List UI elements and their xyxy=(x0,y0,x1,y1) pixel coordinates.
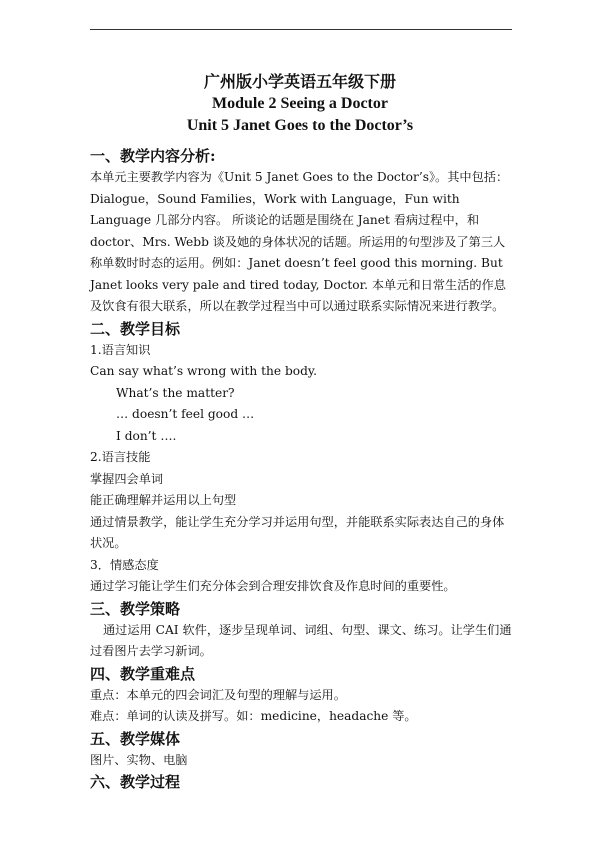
objective-line: Can say what’s wrong with the body. xyxy=(90,364,318,378)
objective-language-skills: 2.语言技能 xyxy=(90,450,151,464)
document-title-block xyxy=(0,71,600,137)
section-heading-strategy: 三、教学策略 xyxy=(90,599,181,618)
content-analysis-paragraph: 本单元主要教学内容为《Unit 5 Janet Goes to the Doctor’s》。其中包括：Dialogue，Sound Families，Work with Language，Fun with Language 几部分内容。 所谈论的话题是围绕在 Janet 看病过程中，和 doctor、Mrs. Webb 谈及她的身体状况的话题。所运用的句型涉及了第三人称单数时时态的运用。例如：Janet doesn’t feel good this morning. But Janet looks very pale and tired today, Doctor. 本单元和日常生活的作息及饮食有很大联系，所以在教学过程当中可以通过联系实际情况来进行教学。 xyxy=(90,170,509,313)
header-rule xyxy=(90,29,512,30)
difficult-point-line: 难点：单词的认读及拼写。如：medicine，headache 等。 xyxy=(90,709,417,723)
unit-title: Unit 5 Janet Goes to the Doctor’s xyxy=(186,117,414,134)
strategy-paragraph: 通过运用 CAI 软件，逐步呈现单词、词组、句型、课文、练习。让学生们通过看图片去学习新词。 xyxy=(90,622,512,658)
document-body xyxy=(90,146,515,793)
example-sentence: I don’t …. xyxy=(116,428,177,443)
section-heading-content-analysis: 一、教学内容分析: xyxy=(90,147,216,165)
objective-language-knowledge: 1.语言知识 xyxy=(90,342,151,357)
media-line: 图片、实物、电脑 xyxy=(90,752,188,767)
objective-line: 通过学习能让学生们充分体会到合理安排饮食及作息时间的重要性。 xyxy=(90,579,456,593)
section-heading-objectives: 二、教学目标 xyxy=(90,319,181,338)
objective-line: 能正确理解并运用以上句型 xyxy=(90,493,237,507)
section-heading-process: 六、教学过程 xyxy=(90,773,181,791)
objective-attitude: 3．情感态度 xyxy=(90,557,159,572)
example-sentence: … doesn’t feel good … xyxy=(116,407,255,421)
document-title: 广州版小学英语五年级下册 xyxy=(203,72,396,91)
example-sentence: What’s the matter? xyxy=(116,385,235,400)
section-heading-media: 五、教学媒体 xyxy=(90,729,181,748)
module-title: Module 2 Seeing a Doctor xyxy=(212,95,388,112)
section-heading-key-points: 四、教学重难点 xyxy=(90,664,196,683)
key-point-line: 重点：本单元的四会词汇及句型的理解与运用。 xyxy=(90,687,346,702)
objective-line: 通过情景教学，能让学生充分学习并运用句型，并能联系实际表达自己的身体状况。 xyxy=(90,514,505,550)
objective-line: 掌握四会单词 xyxy=(90,471,164,486)
